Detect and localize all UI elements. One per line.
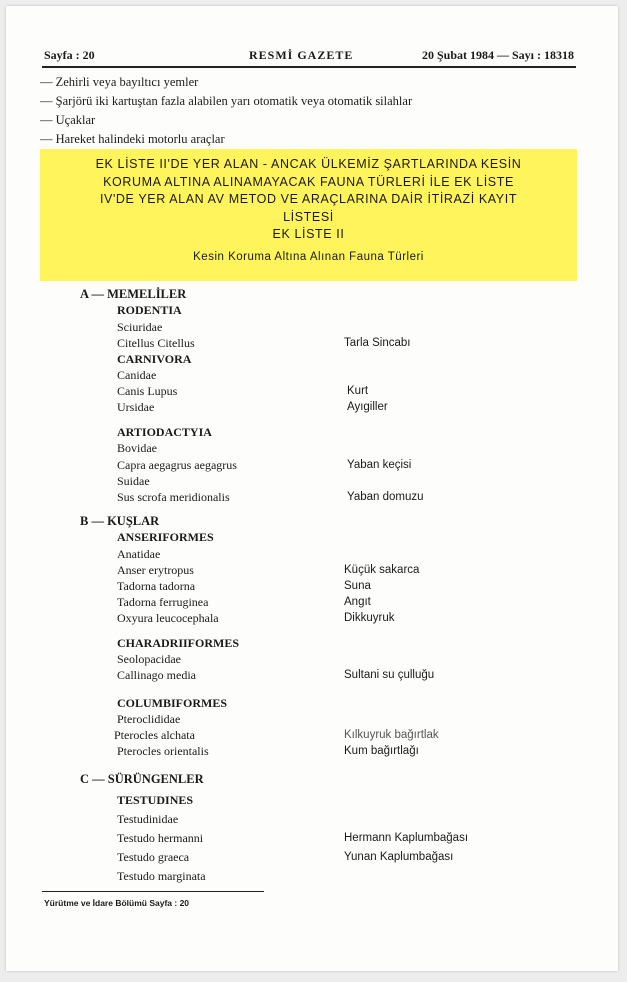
list-item: — Uçaklar [40,113,96,127]
list-item: — Hareket halindeki motorlu araçlar [40,132,225,146]
list-label: EK LİSTE II [272,227,345,241]
date-issue: 20 Şubat 1984 — Sayı : 18318 [421,48,574,62]
species-turkish: Ayıgiller [347,401,388,413]
species-latin: Anser erytropus [117,563,194,577]
order-name: CHARADRIIFORMES [117,636,240,650]
species-turkish: Yunan Kaplumbağası [344,851,454,863]
species-latin: Tadorna tadorna [117,579,196,593]
species-latin: Testudo hermanni [117,831,204,845]
species-turkish: Dikkuyruk [344,612,395,624]
species-turkish: Suna [344,580,371,592]
species-turkish: Hermann Kaplumbağası [344,832,469,844]
species-latin: Pterocles alchata [114,728,195,742]
footer-rule [42,891,264,892]
species-latin: Capra aegagrus aegagrus [117,458,237,472]
class-heading: B — KUŞLAR [80,514,160,528]
order-name: TESTUDINES [117,793,194,807]
class-heading: A — MEMELİLER [80,287,187,301]
species-turkish: Kum bağırtlağı [344,745,419,757]
order-name: ARTIODACTYIA [117,425,212,439]
species-turkish: Sultani su çulluğu [344,669,435,681]
order-name: RODENTIA [117,303,182,317]
species-turkish: Yaban domuzu [347,491,424,503]
page-footer: Yürütme ve İdare Bölümü Sayfa : 20 [44,898,190,908]
document-page [6,6,618,971]
species-latin: Citellus Citellus [117,336,195,350]
species-turkish: Kılkuyruk bağırtlak [344,729,439,741]
family-name: Ursidae [117,400,155,414]
family-name: Suidae [117,474,150,488]
species-latin: Callinago media [117,668,196,682]
family-name: Testudinidae [117,812,179,826]
species-latin: Canis Lupus [117,384,178,398]
list-subtitle: Kesin Koruma Altına Alınan Fauna Türleri [193,251,424,263]
heading-line: IV'DE YER ALAN AV METOD VE ARAÇLARINA DAİR İTİRAZİ KAYIT [99,192,518,206]
species-turkish: Angıt [344,596,371,608]
page-number: Sayfa : 20 [44,48,95,62]
species-turkish: Kurt [347,385,369,397]
family-name: Canidae [117,368,157,382]
species-latin: Testudo marginata [117,869,206,883]
family-name: Bovidae [117,441,157,455]
species-latin: Pterocles orientalis [117,744,209,758]
fauna-list [6,6,618,971]
heading-line: LİSTESİ [283,209,334,224]
species-latin: Testudo graeca [117,850,190,864]
family-name: Anatidae [117,547,161,561]
species-turkish: Yaban keçisi [347,459,412,471]
family-name: Pteroclididae [117,712,181,726]
heading-line: EK LİSTE II'DE YER ALAN - ANCAK ÜLKEMİZ ŞARTLARINDA KESİN [95,157,522,171]
species-latin: Tadorna ferruginea [117,595,209,609]
heading-line: KORUMA ALTINA ALINAMAYACAK FAUNA TÜRLERİ İLE EK LİSTE [103,174,514,189]
order-name: CARNIVORA [117,352,192,366]
species-turkish: Küçük sakarca [344,564,420,576]
list-item: — Zehirli veya bayıltıcı yemler [40,75,199,89]
family-name: Sciuridae [117,320,163,334]
order-name: COLUMBIFORMES [117,696,228,710]
species-latin: Sus scrofa meridionalis [117,490,230,504]
order-name: ANSERIFORMES [117,530,214,544]
gazette-title: RESMİ GAZETE [249,48,354,62]
family-name: Seolopacidae [117,652,181,666]
species-latin: Oxyura leucocephala [117,611,219,625]
class-heading: C — SÜRÜNGENLER [80,772,204,786]
list-item: — Şarjörü iki kartuştan fazla alabilen yarı otomatik veya otomatik silahlar [40,94,413,108]
species-turkish: Tarla Sincabı [344,337,411,349]
